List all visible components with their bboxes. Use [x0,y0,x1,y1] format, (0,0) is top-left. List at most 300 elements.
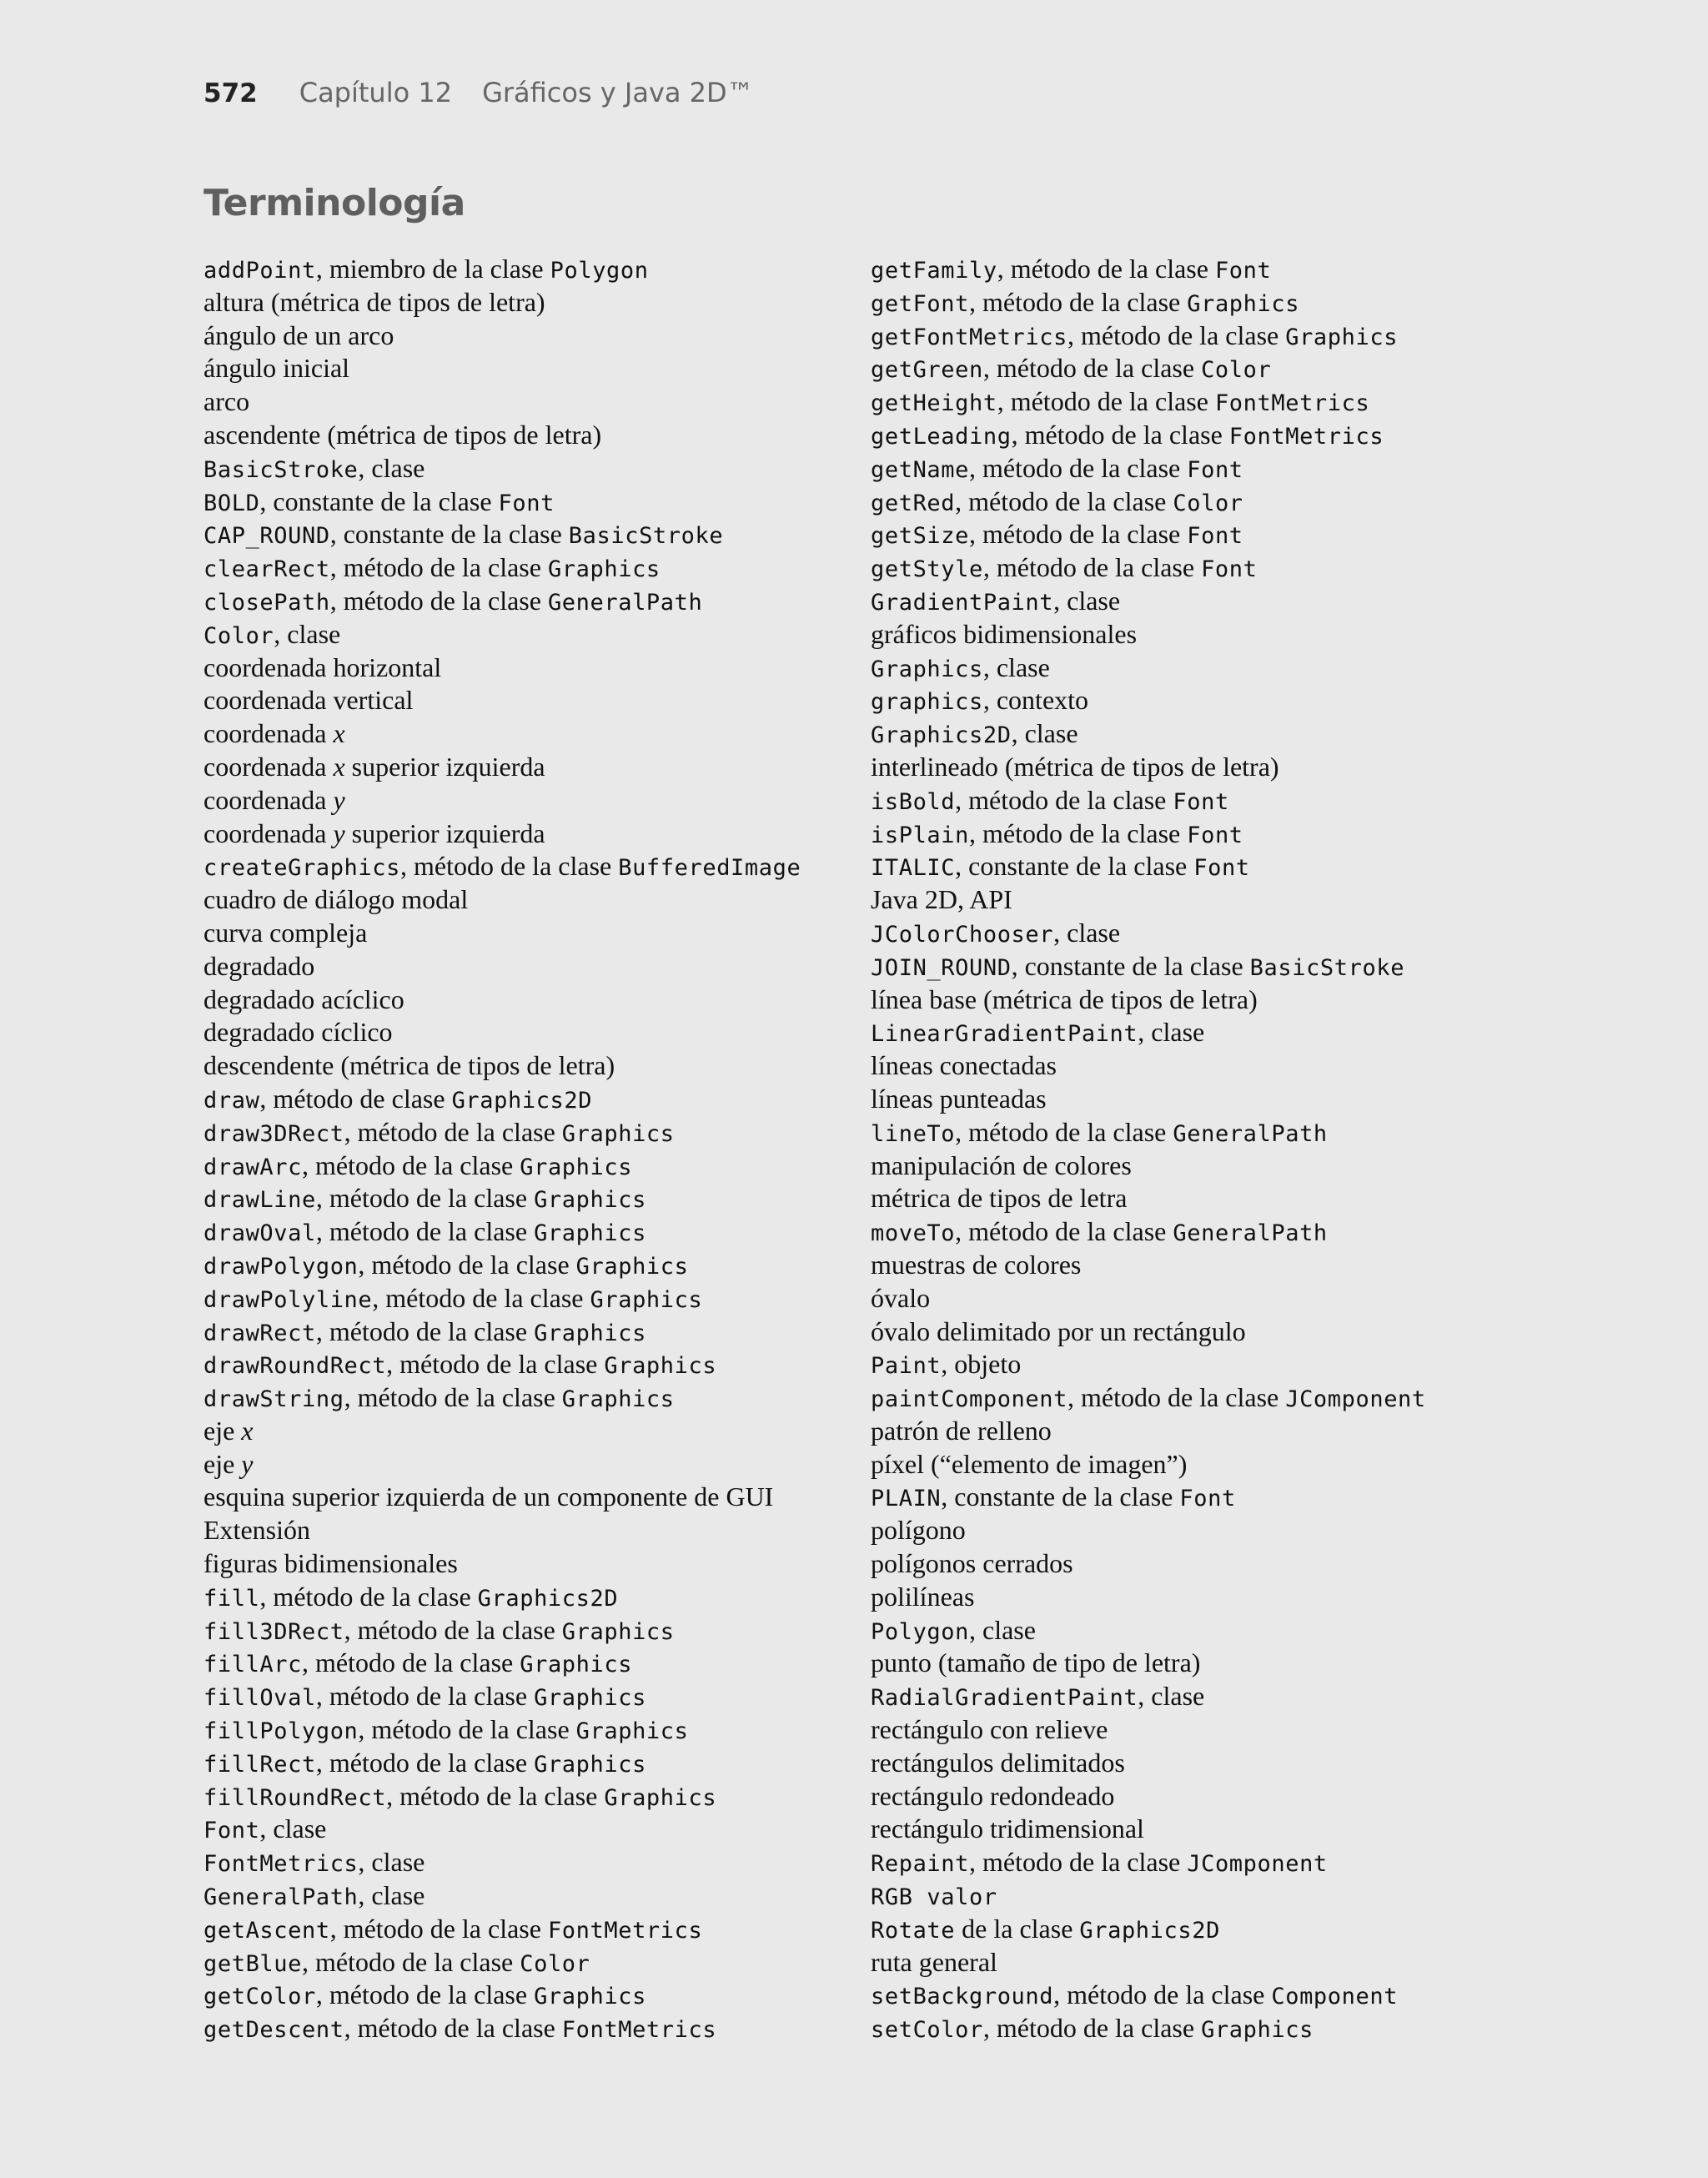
term-code: drawLine [203,1187,316,1214]
term-text: , método de la clase [315,1216,535,1247]
terms-column-left [203,253,871,2045]
term-text: , clase [1011,718,1078,749]
term-item [203,286,871,319]
term-code: getFamily [871,258,997,284]
term-text: , método de la clase [315,1315,535,1346]
term-item [871,585,1538,618]
term-item [203,917,871,950]
term-code: moveTo [871,1220,956,1247]
term-text: , método de la clase [386,1780,605,1811]
term-text: , clase [259,1813,327,1844]
term-code: GeneralPath [547,589,703,616]
term-item [203,1149,871,1183]
term-text: descendente (métrica de tipos de letra) [203,1050,615,1081]
term-code: CAP_ROUND [203,523,330,550]
term-item [203,751,871,784]
term-item [203,1116,871,1149]
term-text: , método de la clase [302,1647,520,1678]
term-text: y [241,1448,254,1479]
term-item [203,1348,871,1381]
term-item [871,1448,1538,1481]
term-item [871,551,1538,585]
term-item [203,651,871,685]
term-text: óvalo [871,1282,931,1313]
term-code: fillArc [203,1652,302,1678]
term-item [203,1547,871,1581]
term-text: , clase [1138,1017,1205,1048]
term-code: getHeight [871,390,997,417]
term-text: , método de la clase [982,552,1202,583]
term-text: , método de la clase [969,817,1188,848]
page-number: 572 [203,78,258,108]
term-item [871,717,1538,751]
term-code: getColor [203,1984,316,2010]
term-text: , clase [358,1880,425,1911]
term-code: Graphics [520,1154,633,1180]
term-text: , método de la clase [955,1116,1173,1147]
term-text: , clase [1053,917,1121,948]
term-item [203,385,871,419]
term-item [871,1016,1538,1049]
term-item [203,817,871,851]
term-code: Graphics [604,1353,717,1380]
term-text: , método de la clase [955,784,1173,815]
term-text: , método de la clase [315,1747,535,1778]
term-text: figuras bidimensionales [203,1548,458,1579]
running-head [203,77,754,120]
term-code: drawOval [203,1220,316,1247]
term-item [203,518,871,551]
term-code: BOLD [203,490,260,516]
term-item [203,1315,871,1349]
term-code: Graphics [520,1652,633,1678]
term-text: , método de la clase [982,2013,1202,2044]
term-code: getDescent [203,2017,344,2044]
term-text: ruta general [871,1946,997,1977]
term-text: , método de la clase [1067,1382,1286,1413]
term-code: Graphics2D [451,1087,593,1114]
term-code: FontMetrics [1214,390,1370,417]
term-item [203,319,871,353]
term-item [203,1680,871,1713]
term-item [871,1415,1538,1448]
term-item [871,352,1538,385]
term-code: Font [1179,1486,1236,1512]
term-text: , método de la clase [344,1614,562,1645]
term-code: Graphics [534,1187,646,1214]
section-title: Terminología [203,182,465,224]
term-text: línea base (métrica de tipos de letra) [871,983,1258,1014]
term-text: píxel (“elemento de imagen”) [871,1448,1188,1479]
term-text: Extensión [203,1515,310,1546]
term-text: , clase [982,651,1050,682]
term-code: lineTo [871,1120,956,1147]
term-code: Graphics [575,1718,689,1745]
term-code: Font [498,490,555,516]
term-code: RadialGradientPaint [871,1685,1138,1712]
term-text: , método de la clase [969,519,1188,550]
term-item [871,1813,1538,1846]
term-item [871,917,1538,950]
term-text: , constante de la clase [329,519,569,550]
term-text: , clase [274,618,341,649]
term-item [203,1514,871,1547]
term-code: Graphics [534,1751,646,1778]
term-item [871,1879,1538,1913]
term-item [871,1149,1538,1183]
term-code: PLAIN [871,1486,942,1512]
term-item [203,485,871,519]
term-code: Color [1173,490,1243,516]
term-item [871,1083,1538,1116]
term-item [871,1581,1538,1614]
term-item [203,551,871,585]
term-item [871,2012,1538,2045]
term-item [871,883,1538,917]
term-text: patrón de relleno [871,1415,1052,1446]
term-text: , método de la clase [386,1349,605,1380]
term-item [871,1116,1538,1149]
term-item [871,850,1538,883]
term-text: cuadro de diálogo modal [203,884,469,915]
term-item [871,518,1538,551]
term-text: , método de la clase [1067,319,1286,350]
term-item [871,817,1538,851]
term-code: Graphics [534,1984,646,2010]
term-code: Font [1187,456,1243,483]
term-code: setColor [871,2017,983,2044]
term-code: getStyle [871,556,983,583]
term-text: curva compleja [203,917,368,948]
term-item [871,1547,1538,1581]
term-text: , método de la clase [969,452,1188,483]
term-item [871,983,1538,1017]
term-text: ángulo inicial [203,353,350,384]
term-text: , constante de la clase [941,1481,1180,1512]
term-code: JComponent [1285,1386,1426,1413]
term-text: rectángulo tridimensional [871,1813,1144,1844]
term-text: polígono [871,1515,966,1546]
term-code: Graphics [1187,290,1300,317]
term-code: graphics [871,689,983,716]
term-item [203,1780,871,1813]
term-item [871,419,1538,452]
term-item [203,1016,871,1049]
term-item [871,319,1538,353]
term-item [871,485,1538,519]
term-text: , método de la clase [315,1681,535,1712]
term-text: , método de la clase [969,286,1188,317]
term-code: closePath [203,589,330,616]
term-code: Graphics [575,1253,689,1280]
term-item [203,717,871,751]
term-text: , contexto [982,685,1089,716]
term-text: , método de la clase [358,1249,576,1280]
term-code: Rotate [871,1917,956,1944]
term-text: , método de la clase [259,1581,478,1612]
term-text: , clase [358,1847,425,1878]
term-item [203,850,871,883]
term-code: Graphics [547,556,661,583]
term-code: FontMetrics [1228,423,1384,450]
term-code: Font [1187,822,1243,848]
term-code: FontMetrics [203,1851,359,1878]
term-code: fillOval [203,1685,316,1712]
term-code: Graphics [1201,2017,1314,2044]
term-item [871,1348,1538,1381]
term-text: , método de la clase [955,485,1173,516]
term-code: GeneralPath [1173,1120,1328,1147]
term-code: Font [1201,556,1258,583]
term-code: getName [871,456,969,483]
term-text: arco [203,386,250,417]
term-text: , clase [1138,1681,1205,1712]
term-text: x [333,751,345,782]
term-code: GeneralPath [1173,1220,1328,1247]
term-item [203,1647,871,1680]
term-code: drawRect [203,1320,316,1346]
term-item [203,1813,871,1846]
term-item [871,1381,1538,1415]
term-text: ascendente (métrica de tipos de letra) [203,419,602,450]
term-code: RGB valor [871,1884,997,1911]
term-code: FontMetrics [547,1917,703,1944]
term-text: , clase [358,452,425,483]
term-item [871,253,1538,286]
term-text: coordenada horizontal [203,651,442,682]
term-text: superior izquierda [344,817,545,848]
term-text: , método de la clase [1053,1979,1272,2010]
term-text: rectángulo redondeado [871,1780,1115,1811]
term-code: createGraphics [203,855,400,882]
term-code: Graphics2D [1079,1917,1220,1944]
term-code: drawRoundRect [203,1353,387,1380]
term-text: , método de clase [259,1083,452,1114]
term-text: manipulación de colores [871,1149,1132,1180]
term-code: Font [203,1818,260,1844]
term-text: superior izquierda [344,751,545,782]
term-item [871,1913,1538,1946]
term-code: drawArc [203,1154,302,1180]
term-item [203,983,871,1017]
term-code: getBlue [203,1950,302,1977]
term-text: coordenada [203,718,334,749]
term-text: ángulo de un arco [203,319,394,350]
term-item [203,352,871,385]
term-item [203,1614,871,1647]
term-item [203,1182,871,1215]
term-code: Graphics [604,1784,717,1811]
term-item [203,253,871,286]
term-text: , método de la clase [955,1216,1173,1247]
term-item [203,1381,871,1415]
term-code: addPoint [203,258,316,284]
term-item [203,883,871,917]
term-text: , objeto [941,1349,1022,1380]
term-text: , método de la clase [302,1946,520,1977]
term-item [871,1614,1538,1647]
term-code: draw [203,1087,260,1114]
term-item [203,419,871,452]
term-text: x [333,718,345,749]
term-item [203,2012,871,2045]
term-text: , método de la clase [329,1913,548,1944]
term-text: , método de la clase [315,1979,535,2010]
term-code: draw3DRect [203,1120,344,1147]
term-code: Graphics [561,1386,675,1413]
term-item [871,618,1538,651]
term-text: esquina superior izquierda de un componente de GUI [203,1481,774,1512]
term-text: Java 2D, API [871,884,1012,915]
term-item [871,385,1538,419]
term-text: , constante de la clase [1011,950,1250,981]
term-text: , método de la clase [344,1382,562,1413]
term-code: BufferedImage [618,855,801,882]
term-code: Color [520,1950,590,1977]
term-item [871,1979,1538,2012]
term-text: eje [203,1415,242,1446]
term-item [871,1282,1538,1315]
term-code: getSize [871,523,969,550]
term-text: degradado acíclico [203,983,404,1014]
term-text: , método de la clase [969,1847,1188,1878]
term-text: punto (tamaño de tipo de letra) [871,1647,1201,1678]
term-code: isBold [871,788,956,815]
term-code: Graphics [561,1120,675,1147]
term-item [203,1946,871,1979]
term-item [871,1780,1538,1813]
term-text: óvalo delimitado por un rectángulo [871,1315,1246,1346]
term-text: coordenada [203,751,334,782]
term-code: Color [203,622,274,649]
term-item [871,1182,1538,1215]
term-code: Graphics [1285,324,1399,350]
term-text: , método de la clase [1011,419,1229,450]
term-text: rectángulos delimitados [871,1747,1125,1778]
term-item [203,452,871,485]
term-code: FontMetrics [561,2017,717,2044]
term-code: Font [1193,855,1250,882]
term-code: Graphics [534,1320,646,1346]
term-item [871,1946,1538,1979]
term-code: Font [1187,523,1243,550]
term-text: altura (métrica de tipos de letra) [203,286,545,317]
term-text: coordenada [203,784,334,815]
term-item [203,1581,871,1614]
term-text: polilíneas [871,1581,975,1612]
term-text: , método de la clase [344,2013,562,2044]
term-item [203,950,871,983]
term-code: getFontMetrics [871,324,1068,350]
term-text: , método de la clase [344,1116,562,1147]
term-text: , método de la clase [302,1149,520,1180]
term-item [871,1747,1538,1780]
term-item [203,1913,871,1946]
term-text: , método de la clase [358,1714,576,1745]
term-item [871,684,1538,717]
term-item [871,1215,1538,1249]
terms-column-right [871,253,1538,2045]
term-code: Font [1214,258,1272,284]
term-code: Color [1201,357,1272,384]
term-item [203,1249,871,1282]
term-item [203,1083,871,1116]
term-text: líneas conectadas [871,1050,1057,1081]
term-item [203,1415,871,1448]
term-code: BasicStroke [568,523,724,550]
term-text: degradado cíclico [203,1017,393,1048]
term-text: rectángulo con relieve [871,1714,1108,1745]
term-code: Repaint [871,1851,969,1878]
term-text: , clase [969,1614,1036,1645]
chapter-title: Gráficos y Java 2D™ [482,77,754,108]
term-code: LinearGradientPaint [871,1021,1138,1048]
term-text: muestras de colores [871,1249,1082,1280]
term-text: y [333,784,345,815]
term-code: Graphics [534,1685,646,1712]
term-code: Component [1271,1984,1399,2010]
term-text: x [241,1415,254,1446]
term-text: líneas punteadas [871,1083,1047,1114]
term-text: , método de la clase [329,552,548,583]
term-code: fill3DRect [203,1618,344,1645]
term-code: Polygon [871,1618,969,1645]
term-text: , constante de la clase [955,851,1194,882]
term-text: , miembro de la clase [315,254,550,284]
term-code: BasicStroke [203,456,359,483]
term-text: y [333,817,345,848]
term-item [203,1049,871,1083]
term-code: getAscent [203,1917,330,1944]
term-code: fill [203,1585,260,1612]
term-text: , método de la clase [315,1183,535,1214]
term-text: , método de la clase [997,386,1215,417]
term-code: Graphics [871,656,983,682]
term-text: interlineado (métrica de tipos de letra) [871,751,1279,782]
term-code: clearRect [203,556,330,583]
term-code: isPlain [871,822,969,848]
term-code: Graphics [590,1286,703,1313]
term-code: setBackground [871,1984,1054,2010]
term-item [871,1647,1538,1680]
term-code: Font [1173,788,1229,815]
term-item [203,1879,871,1913]
term-text: de la clase [955,1913,1080,1944]
term-text: gráficos bidimensionales [871,618,1138,649]
term-text: métrica de tipos de letra [871,1183,1128,1214]
term-code: ITALIC [871,855,956,882]
term-item [871,1846,1538,1879]
term-item [871,1481,1538,1514]
term-text: , método de la clase [329,585,548,616]
term-text: , método de la clase [982,353,1202,384]
term-code: Graphics2D [871,722,1012,749]
term-code: Graphics [534,1220,646,1247]
term-item [203,1979,871,2012]
term-code: Graphics [561,1618,675,1645]
term-item [871,1713,1538,1747]
term-text: , método de la clase [372,1282,590,1313]
term-item [203,1282,871,1315]
term-item [203,784,871,817]
term-text: , constante de la clase [259,485,499,516]
term-item [871,784,1538,817]
term-item [871,1680,1538,1713]
term-text: eje [203,1448,242,1479]
term-text: , clase [1053,585,1121,616]
term-code: Graphics2D [477,1585,619,1612]
term-code: getGreen [871,357,983,384]
